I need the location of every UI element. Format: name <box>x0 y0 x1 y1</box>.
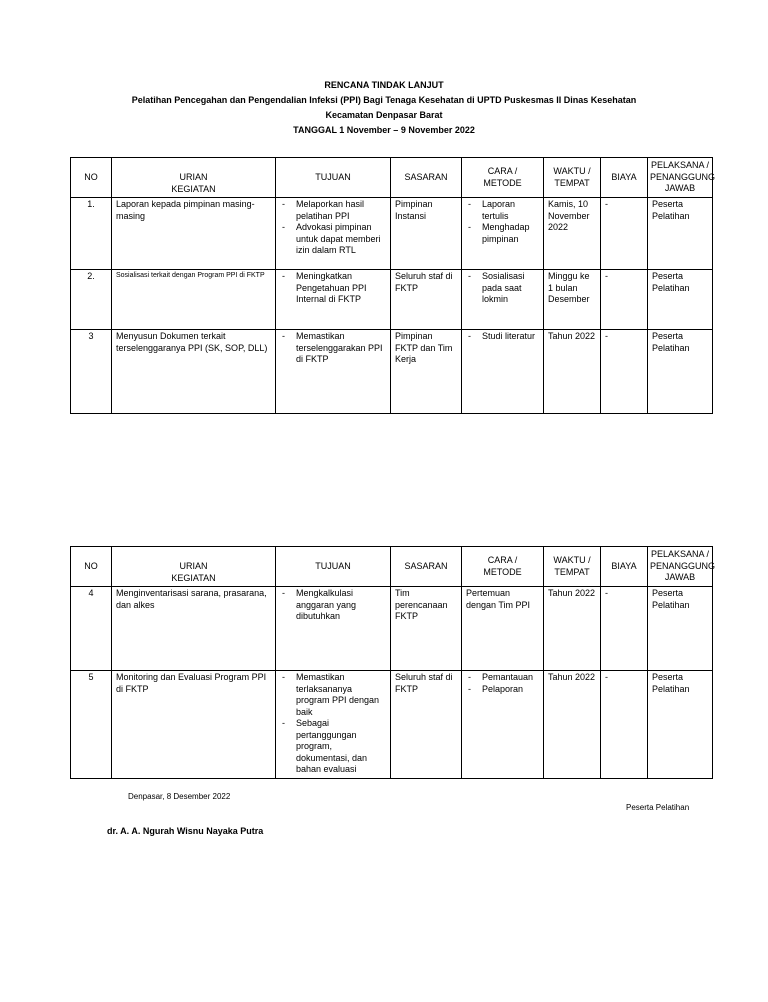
tujuan-item: - Melaporkan hasil pelatihan PPI <box>280 199 386 222</box>
document-subtitle: Pelatihan Pencegahan dan Pengendalian Infeksi (PPI) Bagi Tenaga Kesehatan di UPTD Puskesmas II Dinas Kesehatan <box>131 95 637 105</box>
cell-biaya: - <box>601 587 648 671</box>
table-row <box>71 198 713 270</box>
cell-sasaran: Pimpinan FKTP dan Tim Kerja <box>391 330 462 414</box>
col-header-urian: URIAN KEGIATAN <box>112 547 276 587</box>
cell-cara <box>462 270 544 330</box>
cara-item: - Laporan tertulis <box>466 199 539 222</box>
tujuan-item: - Meningkatkan Pengetahuan PPI Internal di FKTP <box>280 271 386 306</box>
cell-tujuan <box>276 270 391 330</box>
cell-pelaksana: Peserta Pelatihan <box>648 330 713 414</box>
cell-no: 3 <box>71 330 112 414</box>
cara-item: - Sosialisasi pada saat lokmin <box>466 271 539 306</box>
cell-sasaran: Seluruh staf di FKTP <box>391 671 462 779</box>
cell-biaya: - <box>601 671 648 779</box>
cell-tujuan <box>276 330 391 414</box>
col-header-waktu: WAKTU / TEMPAT <box>544 547 601 587</box>
document-date-range: TANGGAL 1 November – 9 November 2022 <box>293 125 475 135</box>
cell-pelaksana: Peserta Pelatihan <box>648 671 713 779</box>
cell-waktu: Tahun 2022 <box>544 671 601 779</box>
col-header-urian: URIAN KEGIATAN <box>112 158 276 198</box>
rtl-table-2 <box>70 546 716 779</box>
col-header-no: NO <box>71 158 112 198</box>
cell-waktu: Kamis, 10 November 2022 <box>544 198 601 270</box>
cell-pelaksana: Peserta Pelatihan <box>648 587 713 671</box>
cell-sasaran: Pimpinan Instansi <box>391 198 462 270</box>
col-header-tujuan: TUJUAN <box>276 158 391 198</box>
col-header-sasaran: SASARAN <box>391 547 462 587</box>
cell-tujuan <box>276 587 391 671</box>
cell-waktu: Minggu ke 1 bulan Desember <box>544 270 601 330</box>
cell-sasaran: Seluruh staf di FKTP <box>391 270 462 330</box>
place-date: Denpasar, 8 Desember 2022 <box>128 792 231 801</box>
cell-biaya: - <box>601 198 648 270</box>
cell-no: 1. <box>71 198 112 270</box>
rtl-table-1 <box>70 157 716 414</box>
col-header-biaya: BIAYA <box>601 547 648 587</box>
col-header-cara: CARA / METODE <box>462 158 544 198</box>
col-header-no: NO <box>71 547 112 587</box>
col-header-pelaksana: PELAKSANA / PENANGGUNG JAWAB <box>648 158 713 198</box>
cell-cara: Pertemuan dengan Tim PPI <box>462 587 544 671</box>
cara-item: - Studi literatur <box>466 331 539 343</box>
col-header-tujuan: TUJUAN <box>276 547 391 587</box>
cell-pelaksana: Peserta Pelatihan <box>648 198 713 270</box>
cell-tujuan <box>276 671 391 779</box>
cell-biaya: - <box>601 270 648 330</box>
cell-biaya: - <box>601 330 648 414</box>
signer-name: dr. A. A. Ngurah Wisnu Nayaka Putra <box>107 826 264 836</box>
tujuan-item: - Memastikan terselenggarakan PPI di FKTP <box>280 331 386 366</box>
cara-item: - Pelaporan <box>466 684 539 696</box>
cell-urian: Monitoring dan Evaluasi Program PPI di FKTP <box>112 671 276 779</box>
table-header-row <box>71 547 713 587</box>
col-header-sasaran: SASARAN <box>391 158 462 198</box>
document-location: Kecamatan Denpasar Barat <box>325 110 443 120</box>
cell-urian: Menginventarisasi sarana, prasarana, dan alkes <box>112 587 276 671</box>
col-header-biaya: BIAYA <box>601 158 648 198</box>
table-row <box>71 671 713 779</box>
tujuan-item: - Mengkalkulasi anggaran yang dibutuhkan <box>280 588 386 623</box>
cell-no: 5 <box>71 671 112 779</box>
cell-waktu: Tahun 2022 <box>544 330 601 414</box>
cell-tujuan <box>276 198 391 270</box>
signer-role: Peserta Pelatihan <box>626 803 690 812</box>
cara-item: - Pemantauan <box>466 672 539 684</box>
cell-urian: Menyusun Dokumen terkait terselenggaranya PPI (SK, SOP, DLL) <box>112 330 276 414</box>
document-header <box>0 78 768 138</box>
table-row <box>71 270 713 330</box>
table-header-row <box>71 158 713 198</box>
col-header-waktu: WAKTU / TEMPAT <box>544 158 601 198</box>
cell-waktu: Tahun 2022 <box>544 587 601 671</box>
cell-sasaran: Tim perencanaan FKTP <box>391 587 462 671</box>
cell-cara <box>462 330 544 414</box>
tujuan-item: - Memastikan terlaksananya program PPI dengan baik <box>280 672 386 718</box>
document-title: RENCANA TINDAK LANJUT <box>324 80 444 90</box>
cell-urian: Laporan kepada pimpinan masing-masing <box>112 198 276 270</box>
table-row <box>71 330 713 414</box>
table-row <box>71 587 713 671</box>
col-header-cara: CARA / METODE <box>462 547 544 587</box>
tujuan-item: - Advokasi pimpinan untuk dapat memberi izin dalam RTL <box>280 222 386 257</box>
tujuan-item: - Sebagai pertanggungan program, dokumentasi, dan bahan evaluasi <box>280 718 386 776</box>
cell-no: 2. <box>71 270 112 330</box>
cell-no: 4 <box>71 587 112 671</box>
cell-urian: Sosialisasi terkait dengan Program PPI di FKTP <box>112 270 276 330</box>
cell-cara <box>462 671 544 779</box>
cell-pelaksana: Peserta Pelatihan <box>648 270 713 330</box>
col-header-pelaksana: PELAKSANA / PENANGGUNG JAWAB <box>648 547 713 587</box>
cell-cara <box>462 198 544 270</box>
cara-item: - Menghadap pimpinan <box>466 222 539 245</box>
